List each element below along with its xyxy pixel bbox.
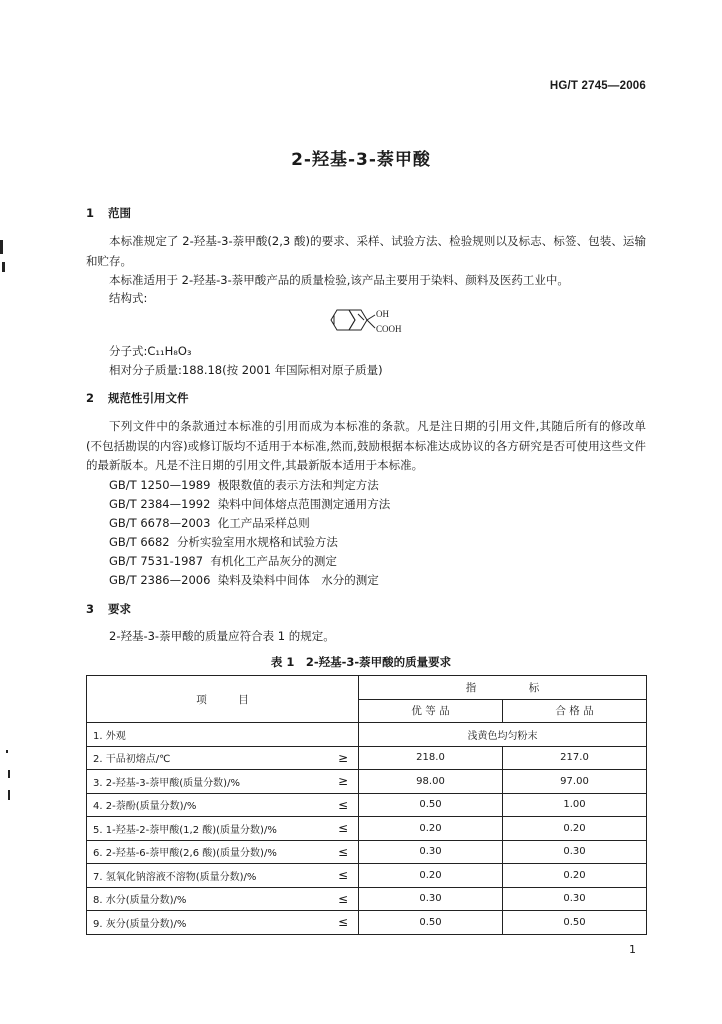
- section-title: 规范性引用文件: [108, 391, 189, 405]
- row-grade2: 1.00: [503, 793, 647, 817]
- reference-item: [109, 477, 379, 493]
- row-operator: ≥: [337, 774, 348, 789]
- table-row: [87, 770, 647, 794]
- reference-code: GB/T 6682: [109, 535, 170, 549]
- scan-mark: [0, 240, 3, 254]
- row-grade1: 98.00: [359, 770, 503, 794]
- header-grade-premium: 优 等 品: [359, 699, 503, 723]
- row-grade1: 0.20: [359, 864, 503, 888]
- reference-item: [109, 496, 390, 512]
- row-grade2: 0.50: [503, 911, 647, 935]
- row-item-cell: [87, 864, 359, 888]
- section-heading-requirements: [86, 601, 131, 617]
- reference-title: 染料及染料中间体 水分的测定: [217, 573, 379, 587]
- reference-item: [109, 572, 379, 588]
- structural-formula: [325, 306, 435, 342]
- row-operator: ≤: [337, 868, 348, 883]
- table-row: [87, 911, 647, 935]
- molecular-mass: 相对分子质量:188.18(按 2001 年国际相对原子质量): [109, 363, 383, 377]
- row-item: 8. 水分(质量分数)/%: [93, 895, 187, 907]
- scope-text: 本标准规定了 2-羟基-3-萘甲酸(2,3 酸)的要求、采样、试验方法、检验规则以及标志、标签、包装、运输和贮存。: [86, 234, 646, 268]
- reference-code: GB/T 7531-1987: [109, 554, 204, 568]
- section-title: 范围: [108, 206, 131, 220]
- row-operator: ≤: [337, 821, 348, 836]
- row-operator: ≥: [337, 750, 348, 765]
- row-item-cell: [87, 887, 359, 911]
- row-value: 浅黄色均匀粉末: [359, 723, 647, 747]
- references-paragraph: [86, 417, 646, 476]
- references-text: 下列文件中的条款通过本标准的引用而成为本标准的条款。凡是注日期的引用文件,其随后所有的修改单(不包括勘误的内容)或修订版均不适用于本标准,然而,鼓励根据本标准达成协议的各方研究是否可使用这些文件的最新版本。凡是不注日期的引用文件,其最新版本适用于本标准。: [86, 419, 646, 472]
- row-operator: ≤: [337, 891, 348, 906]
- row-grade2: 0.20: [503, 817, 647, 841]
- row-grade1: 0.30: [359, 840, 503, 864]
- row-grade2: 97.00: [503, 770, 647, 794]
- reference-item: [109, 515, 310, 531]
- row-item-cell: [87, 817, 359, 841]
- section-heading-references: [86, 390, 189, 406]
- table-header-row: [87, 676, 647, 700]
- standard-code: HG/T 2745—2006: [549, 80, 646, 92]
- scope-applicability-text: 本标准适用于 2-羟基-3-萘甲酸产品的质量检验,该产品主要用于染料、颜料及医药工业中。: [109, 273, 569, 287]
- reference-code: GB/T 2386—2006: [109, 573, 211, 587]
- header-index: 指 标: [359, 676, 647, 700]
- scan-mark: [8, 770, 10, 778]
- row-item: 9. 灰分(质量分数)/%: [93, 918, 187, 930]
- scan-mark: [8, 790, 10, 800]
- reference-title: 分析实验室用水规格和试验方法: [176, 535, 338, 549]
- row-grade1: 0.50: [359, 793, 503, 817]
- header-item: 项 目: [87, 676, 359, 723]
- reference-item: [109, 534, 338, 550]
- section-heading-scope: [86, 205, 131, 221]
- row-grade1: 218.0: [359, 746, 503, 770]
- table-row: [87, 817, 647, 841]
- quality-requirements-table: [86, 675, 647, 935]
- row-item-cell: [87, 770, 359, 794]
- table-row: [87, 864, 647, 888]
- section-number: 2: [86, 391, 95, 405]
- formula-oh: OH: [376, 309, 389, 319]
- row-item: 4. 2-萘酚(质量分数)/%: [93, 801, 197, 813]
- header-grade-qualified: 合 格 品: [503, 699, 647, 723]
- row-item: 5. 1-羟基-2-萘甲酸(1,2 酸)(质量分数)/%: [93, 824, 277, 836]
- row-item: 7. 氢氧化钠溶液不溶物(质量分数)/%: [93, 871, 257, 883]
- page-title: 2-羟基-3-萘甲酸: [291, 150, 431, 170]
- reference-title: 极限数值的表示方法和判定方法: [217, 478, 379, 492]
- reference-title: 化工产品采样总则: [217, 516, 310, 530]
- table-row: [87, 840, 647, 864]
- page-number: 1: [629, 943, 636, 956]
- scan-mark: [2, 262, 5, 272]
- table-row: [87, 887, 647, 911]
- formula-cooh: COOH: [376, 324, 402, 334]
- table-caption: 表 1 2-羟基-3-萘甲酸的质量要求: [270, 655, 452, 669]
- row-item: 3. 2-羟基-3-萘甲酸(质量分数)/%: [93, 777, 240, 789]
- reference-title: 有机化工产品灰分的测定: [210, 554, 337, 568]
- scope-paragraph: [86, 232, 646, 291]
- section-number: 3: [86, 602, 95, 616]
- table-row: [87, 723, 647, 747]
- section-title: 要求: [108, 602, 131, 616]
- scan-mark: [6, 750, 8, 753]
- row-grade2: 217.0: [503, 746, 647, 770]
- section-number: 1: [86, 206, 95, 220]
- row-item-cell: [87, 840, 359, 864]
- reference-item: [109, 553, 337, 569]
- row-operator: ≤: [337, 915, 348, 930]
- row-item: 6. 2-羟基-6-萘甲酸(2,6 酸)(质量分数)/%: [93, 848, 277, 860]
- row-grade1: 0.20: [359, 817, 503, 841]
- row-grade2: 0.30: [503, 840, 647, 864]
- row-item: 2. 干品初熔点/℃: [93, 754, 171, 766]
- row-item: 1. 外观: [87, 723, 359, 747]
- reference-code: GB/T 6678—2003: [109, 516, 211, 530]
- structure-label: 结构式:: [109, 291, 148, 305]
- requirements-text: 2-羟基-3-萘甲酸的质量应符合表 1 的规定。: [109, 629, 335, 643]
- row-item-cell: [87, 911, 359, 935]
- row-operator: ≤: [337, 797, 348, 812]
- reference-code: GB/T 2384—1992: [109, 497, 211, 511]
- table-row: [87, 746, 647, 770]
- row-grade2: 0.20: [503, 864, 647, 888]
- table-row: [87, 793, 647, 817]
- reference-code: GB/T 1250—1989: [109, 478, 211, 492]
- row-grade2: 0.30: [503, 887, 647, 911]
- row-grade1: 0.30: [359, 887, 503, 911]
- reference-title: 染料中间体熔点范围测定通用方法: [217, 497, 391, 511]
- row-grade1: 0.50: [359, 911, 503, 935]
- molecular-formula: 分子式:C₁₁H₈O₃: [109, 344, 192, 358]
- naphthalene-structure-icon: [325, 306, 435, 342]
- row-item-cell: [87, 746, 359, 770]
- row-item-cell: [87, 793, 359, 817]
- row-operator: ≤: [337, 844, 348, 859]
